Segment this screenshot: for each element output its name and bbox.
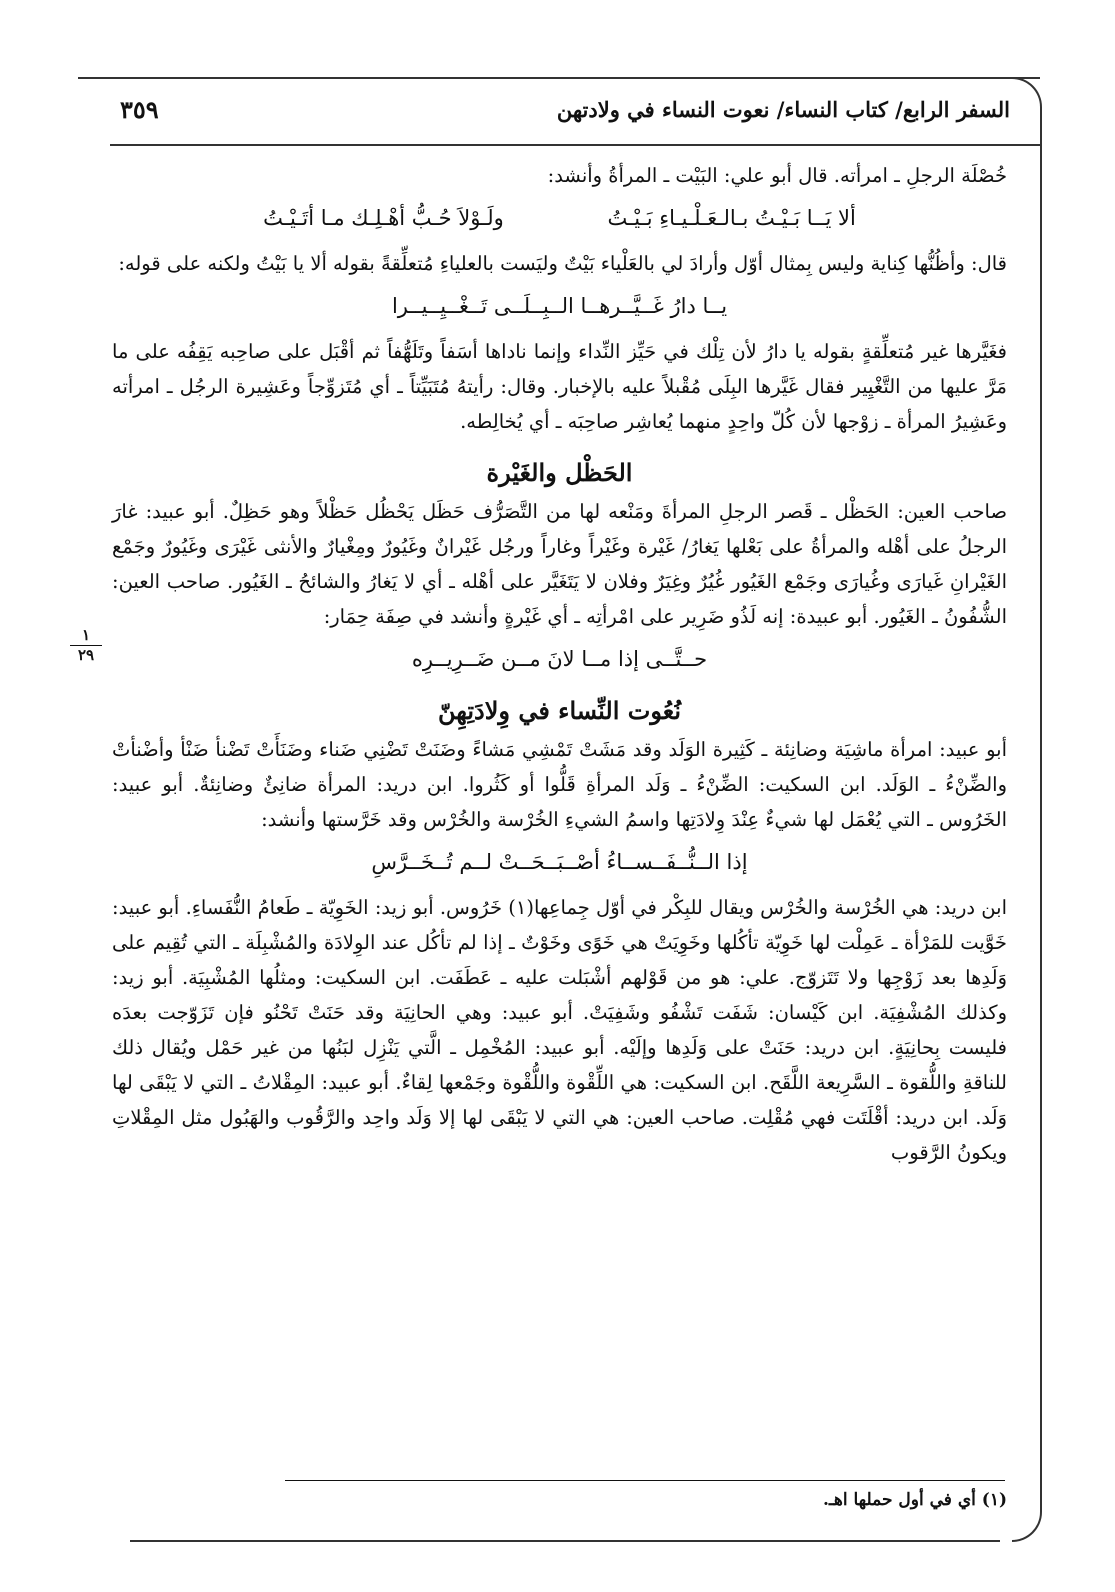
paragraph: صاحب العين: الحَظْل ـ قَصر الرجلِ المرأةَ ومَنْعه لها من التَّصَرُّف حَظَل يَحْظُل حَظْلاً وهو حَظِلٌ. أبو عبيد: غارَ الرجلُ على أهْله والمرأةُ على بَعْلها يَغارُ/ غَيْرة وغَيْراً وغاراً ورجُل غَيْرانٌ وغَيُورٌ ومِغْيارٌ والأنثى غَيْرَى وغَيُورٌ وجَمْع الغَيْرانِ غَيارَى وغُيارَى وجَمْع الغَيُور غُيُرٌ وغِيَرٌ وفلان لا يَتَغَيَّر على أهْله ـ أي لا يَغارُ والشائحُ ـ الغَيُور. صاحب العين: الشُّفُونُ ـ الغَيُور. أبو عبيدة: إنه لَذُو ضَرِير على امْرأتِه ـ أي غَيْرةٍ وأنشد في صِفَة حِمَار: [112, 500, 1007, 628]
section-heading: الحَظْل والغَيْرة [486, 458, 633, 487]
verse-line: يــا دارُ غَــيَّــرهــا الــبِــلَــى تَــغْــيِــيــرا [391, 294, 728, 318]
paragraph: أبو عبيد: امرأة ماشِيَة وضانِئة ـ كَثِيرة الوَلَد وقد مَشَتْ تَمْشِي مَشاءً وضَنَتْ تَضْنِي ضَناء وضَنَأَتْ تَضْنأ ضَنْأ وأضْنأتْ والضِّنْءُ ـ الوَلَد. ابن السكيت: الضِّنْءُ ـ وَلَد المرأةِ قَلُّوا أو كَثُروا. ابن دريد: المرأة ضانِئٌ وضانِئةٌ. أبو عبيد: الخَرُوس ـ التي يُعْمَل لها شيءٌ عِنْدَ وِلادَتِها واسمُ الشيءِ الخُرْسة والخُرْس وقد خَرَّستها وأنشد: [112, 738, 1007, 831]
section-heading: نُعُوت النِّساء في وِلادَتِهِنّ [438, 696, 681, 725]
verse-hemistich-first: ألا يَــا بَـيْـتُ بـالـعَـلْـيـاءِ بَـيْـتُ [607, 206, 856, 230]
paragraph: فغَيَّرها غير مُتعلِّقةٍ بقوله يا دارُ لأن تِلْك في حَيِّز النِّداء وإنما ناداها أسَفاً وتَلَهُّفاً ثم أقْبَل على صاحِبه يَقِفُه على ما مَرَّ عليها من التَّغْيِير فقال غَيَّرها البِلَى مُقْبلاً عليه بالإخبار. وقال: رأيتهُ مُتَبَيِّتاً ـ أي مُتَزوِّجاً وعَشِيرة الرجُل ـ امرأته وعَشِيرُ المرأة ـ زوْجها لأن كُلّ واحِدٍ منهما يُعاشِر صاحِبَه ـ أي يُخالِطه. [112, 340, 1007, 433]
marginal-folio-note [70, 627, 102, 664]
verse-line [112, 201, 1007, 236]
paragraph: قال: وأظُنُّها كِناية وليس بِمثال أوّل وأرادَ لي بالعَلْياء بَيْتٌ وليَست بالعلياءِ مُتعلِّقةً بقوله ألا يا بَيْتُ ولكنه على قوله: [118, 252, 1007, 275]
verse-line: حــتَّــى إذا مــا لانَ مــن ضَــرِيــرِه [411, 647, 708, 671]
marginal-numerator: ١ [81, 626, 91, 644]
paragraph: خُصْلَة الرجلِ ـ امرأته. قال أبو علي: البَيْت ـ المرأةُ وأنشد: [547, 164, 1007, 187]
verse-line: إذا الــنُّــفَــســاءُ أصْــبَــحَــتْ لــم تُــخَــرَّسِ [371, 850, 748, 874]
paragraph: ابن دريد: هي الخُرْسة والخُرْس ويقال للبِكْر في أوّل جِماعِها(١) خَرُوس. أبو زيد: الخَوِيّة ـ طَعامُ النُّفَساءِ. أبو عبيد: خَوَّيت للمَرْأة ـ عَمِلْت لها خَوِيّة تأكُلها وخَوِيَتْ هي خَوًى وخَوْتٌ ـ إذا لم تأكُل عند الوِلادَة والمُشْبِلَة ـ التي تُقِيم على وَلَدِها بعد زَوْجِها ولا تَتَزوّج. علي: هو من قَوْلهم أشْبَلت عليه ـ عَطَفَت. ابن السكيت: ومثلُها المُشْبِيَة. أبو زيد: وكذلك المُشْفِيَة. ابن كَيْسان: شَفَت تَشْفُو وشَفِيَتْ. أبو عبيد: وهي الحانِيَة وقد حَنَتْ تَحْنُو فإن تَزَوّجت بعدَه فليست بِحانِيَةٍ. ابن دريد: حَنَتْ على وَلَدِها وإلَيْه. أبو عبيد: المُخْمِل ـ الَّتي يَنْزِل لبَنُها من غير حَمْل ويُقال ذلك للناقةِ واللُّقوة ـ السَّرِيعة اللَّقَح. ابن السكيت: هي اللِّقْوة واللُّقْوة وجَمْعها لِقاءٌ. أبو عبيد: المِقْلاتُ ـ التي لا يَبْقَى لها وَلَد. ابن دريد: أقْلَتَت فهي مُقْلِت. صاحب العين: هي التي لا يَبْقَى لها إلا وَلَد واحِد والرَّقُوب والهَبُول مثل المِقْلاتِ ويكونُ الرَّقوب [112, 896, 1007, 1164]
page-frame-bottom [130, 1540, 1000, 1542]
footnote: (١) أي في أول حملها اهـ. [823, 1490, 1007, 1510]
running-head: السفر الرابع/ كتاب النساء/ نعوت النساء في ولادتهن [556, 97, 1010, 122]
page-number: ٣٥٩ [120, 95, 159, 124]
footnote-rule [285, 1480, 1005, 1481]
page-frame-right [1012, 77, 1042, 1542]
page-frame-top [78, 77, 1040, 79]
verse-hemistich-second: ولَـوْلاَ حُـبُّ أهْـلِـك مـا أتَـيْـتُ [263, 206, 504, 230]
marginal-denominator: ٢٩ [77, 646, 95, 664]
header-rule [110, 144, 1042, 146]
main-text [112, 158, 1007, 1178]
